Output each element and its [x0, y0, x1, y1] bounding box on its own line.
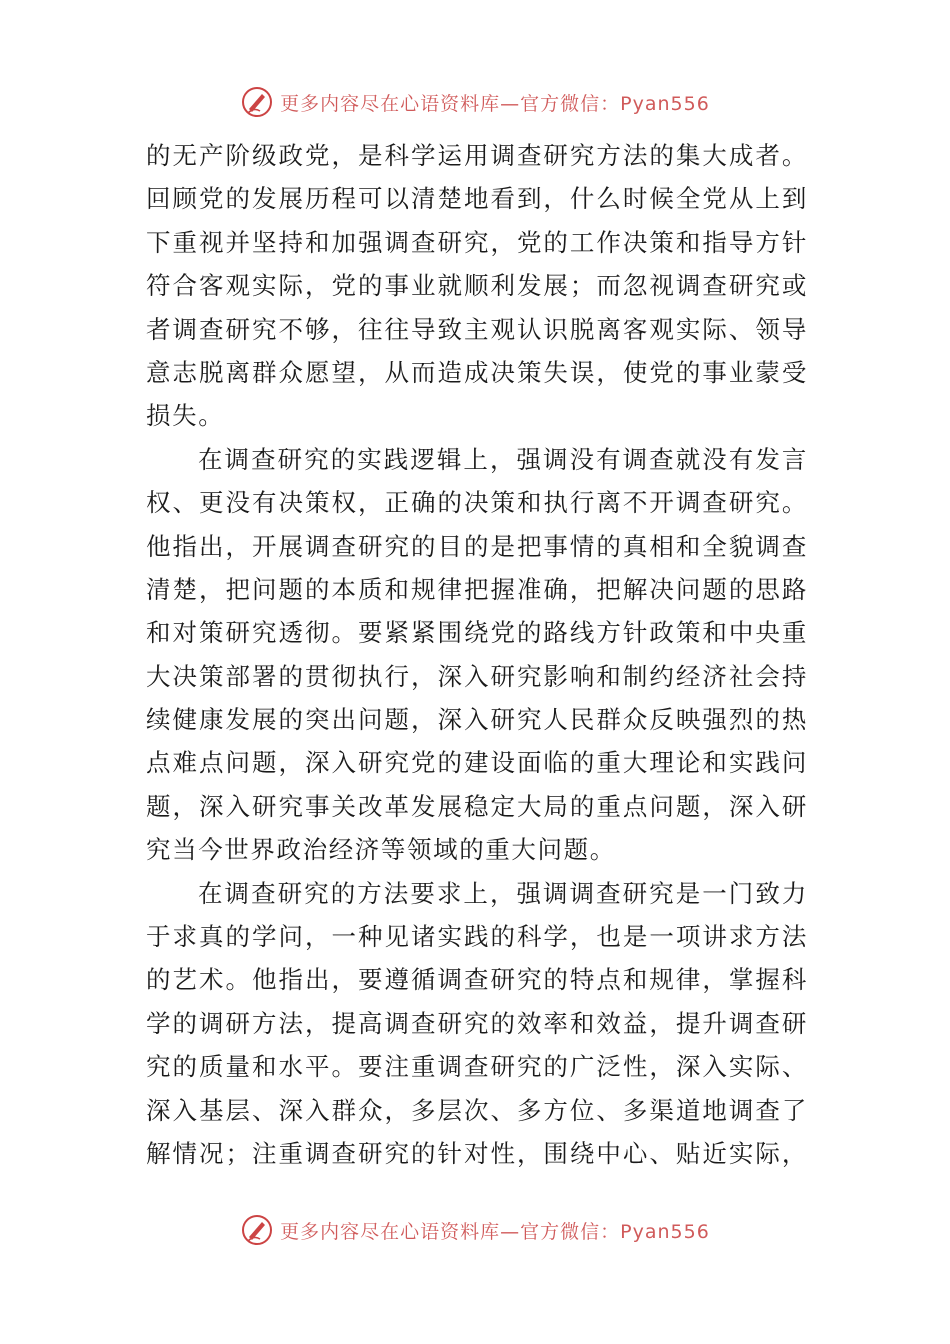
watermark-text: 更多内容尽在心语资料库—官方微信：Pyan556 — [280, 1220, 710, 1243]
text-line: 者调查研究不够，往往导致主观认识脱离客观实际、领导 — [146, 314, 808, 344]
text-line: 在调查研究的方法要求上，强调调查研究是一门致力 — [198, 878, 808, 908]
text-line: 符合客观实际，党的事业就顺利发展；而忽视调查研究或 — [146, 271, 808, 301]
text-line: 损失。 — [146, 401, 225, 431]
text-line: 学的调研方法，提高调查研究的效率和效益，提升调查研 — [146, 1008, 808, 1038]
text-line: 回顾党的发展历程可以清楚地看到，什么时候全党从上到 — [146, 184, 808, 214]
text-line: 清楚，把问题的本质和规律把握准确，把解决问题的思路 — [146, 574, 808, 604]
text-line: 于求真的学问，一种见诸实践的科学，也是一项讲求方法 — [146, 922, 808, 952]
pen-seal-icon — [240, 1213, 274, 1247]
text-line: 下重视并坚持和加强调查研究，党的工作决策和指导方针 — [146, 227, 808, 257]
header-watermark-banner — [0, 82, 950, 122]
text-line: 题，深入研究事关改革发展稳定大局的重点问题，深入研 — [146, 791, 808, 821]
text-line: 意志脱离群众愿望，从而造成决策失误，使党的事业蒙受 — [146, 357, 808, 387]
paragraph — [146, 872, 808, 1176]
text-line: 和对策研究透彻。要紧紧围绕党的路线方针政策和中央重 — [146, 618, 808, 648]
text-line: 点难点问题，深入研究党的建设面临的重大理论和实践问 — [146, 748, 808, 778]
text-line: 的艺术。他指出，要遵循调查研究的特点和规律，掌握科 — [146, 965, 808, 995]
paragraph — [146, 438, 808, 872]
text-line: 在调查研究的实践逻辑上，强调没有调查就没有发言 — [198, 444, 808, 474]
text-line: 大决策部署的贯彻执行，深入研究影响和制约经济社会持 — [146, 661, 808, 691]
document-body — [146, 134, 808, 1175]
text-line: 权、更没有决策权，正确的决策和执行离不开调查研究。 — [146, 488, 808, 518]
text-line: 他指出，开展调查研究的目的是把事情的真相和全貌调查 — [146, 531, 808, 561]
text-line: 究当今世界政治经济等领域的重大问题。 — [146, 835, 616, 865]
text-line: 深入基层、深入群众，多层次、多方位、多渠道地调查了 — [146, 1095, 808, 1125]
watermark-text: 更多内容尽在心语资料库—官方微信：Pyan556 — [280, 92, 710, 115]
text-line: 解情况；注重调查研究的针对性，围绕中心、贴近实际， — [146, 1138, 808, 1168]
pen-seal-icon — [240, 85, 274, 119]
text-line: 续健康发展的突出问题，深入研究人民群众反映强烈的热 — [146, 705, 808, 735]
text-line: 究的质量和水平。要注重调查研究的广泛性，深入实际、 — [146, 1052, 808, 1082]
footer-watermark-banner — [0, 1210, 950, 1250]
paragraph — [146, 134, 808, 438]
text-line: 的无产阶级政党，是科学运用调查研究方法的集大成者。 — [146, 141, 808, 170]
